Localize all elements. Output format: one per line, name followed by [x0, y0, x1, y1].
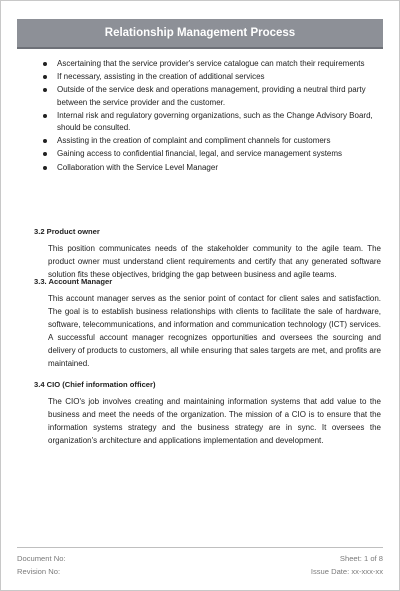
section-body-product-owner: This position communicates needs of the stakeholder community to the agile team. The product owner must understand client requirements and certify that any generated software solution fits these objectives, bridging the gap between business and agile teams.	[48, 244, 381, 279]
list-item	[41, 110, 379, 134]
footer-divider	[17, 547, 383, 548]
footer-revision-no: Revision No:	[17, 567, 61, 576]
list-item	[41, 148, 379, 160]
list-item	[41, 84, 379, 108]
section-heading-account-manager: 3.3. Account Manager	[34, 277, 113, 286]
bullet-icon	[43, 88, 47, 92]
list-item-text: Outside of the service desk and operations management, providing a neutral third party between the service provider and the customer.	[57, 85, 366, 107]
section-body-account-manager: This account manager serves as the senior point of contact for client sales and satisfaction. The goal is to establish business relationships with clients to facilitate the sale of hardware, software, telecommunications, and information and communication technology (ICT) services. A successful account manager recognizes opportunities and oversees the sourcing and delivery of products to customers, all while ensuring that sales targets are met, and profits are maintained.	[48, 294, 381, 368]
bullet-icon	[43, 114, 47, 118]
list-item-text: Internal risk and regulatory governing organizations, such as the Change Advisory Board, should be consulted.	[57, 110, 373, 133]
list-item-text: Collaboration with the Service Level Manager	[57, 162, 218, 172]
list-item	[41, 135, 379, 147]
section-body-cio: The CIO's job involves creating and maintaining information systems that add value to the business and meet the needs of the organization. The mission of a CIO is to ensure that the information systems strategy and the business strategy are in sync. It oversees the organization's architecture and applications implementation and development.	[48, 397, 381, 445]
bullet-icon	[43, 139, 47, 143]
section-heading-cio: 3.4 CIO (Chief information officer)	[34, 380, 156, 389]
list-item	[41, 58, 379, 70]
list-item-text: If necessary, assisting in the creation of additional services	[57, 72, 265, 82]
bullet-icon	[43, 62, 47, 66]
list-item	[41, 162, 379, 174]
list-item-text: Gaining access to confidential financial, legal, and service management systems	[57, 149, 343, 159]
footer-document-no: Document No:	[17, 554, 66, 563]
bullet-icon	[43, 75, 47, 79]
list-item-text: Ascertaining that the service provider's service catalogue can match their requirements	[57, 59, 365, 68]
bullet-icon	[43, 166, 47, 170]
document-title: Relationship Management Process	[17, 19, 383, 49]
bullet-icon	[43, 152, 47, 156]
responsibility-list	[41, 58, 379, 175]
section-heading-product-owner: 3.2 Product owner	[34, 227, 100, 236]
list-item	[41, 71, 379, 83]
list-item-text: Assisting in the creation of complaint and compliment channels for customers	[57, 136, 331, 146]
footer-sheet: Sheet: 1 of 8	[339, 554, 383, 563]
footer-issue-date: Issue Date: xx-xxx-xx	[310, 567, 383, 576]
